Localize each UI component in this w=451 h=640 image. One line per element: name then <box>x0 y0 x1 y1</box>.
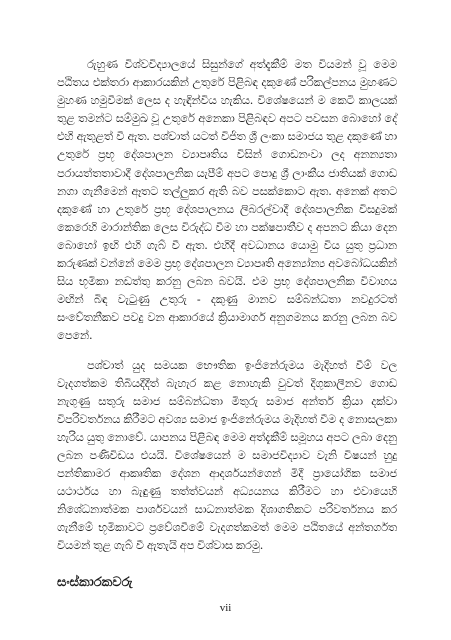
editors-signature: සංස්කාරකවරු <box>57 575 133 590</box>
paragraph-1: රුහුණ විශ්වවිද්‍යාලයේ සිසුන්ගේ අත්දැකීම් මත වියමන් වූ මෙම පඨිතය එක්තරා ආකාරයකින් උතුරේ පිළිබඳ දකුණේ පරිකල්පනය මුහණට මුහණ හමුවීමක් ලෙස ද හැඳින්විය හැකිය. විශේෂයෙන් ම කෙටි කාලයක් තුළ තමන්ට සම්මුඛ වූ උතුරේ අනෙකා පිළිබඳව අපට පවසන බොහෝ දේ එහි ඇතුළත් වී ඇත. පශ්චාත් යටත් විජිත ශ්‍රී ලංකා සමාජය තුළ දකුණේ හා උතුරේ ප්‍රභූ දේශපාලන ව්‍යාපෘතිය විසින් ගොඩනංවා ලද අනන්‍යතා පරායත්තතාවාදී දේශපාලනික යැපීම් අපට පොදු ශ්‍රී ලාංකීය ජාතියක් ගොඩ නගා ගැනීමෙන් ඈතට තල්ලුකර ඇති බව පසක්කොට ඇත. අනෙක් අතට දකුණේ හා උතුරේ ප්‍රභූ දේශපාලනය ලිබරල්වාදී දේශපාලනික විසදුමක් කෙරෙහි මාරාන්තික ලෙස විරුද්ධ වීම හා පක්ෂපාතීව ද අපනට කියා දෙන බොහෝ ඉඟි එහි ගැබ් වී ඇත. එහිදී අවධානය යොමු විය යුතු ප්‍රධාන කරුණක් වන්නේ මෙම ප්‍රභූ දේශපාලන ව්‍යාපෘති අන්‍යෝන්‍ය අවබෝධයකින් සිය භූමිකා නඩත්තු කරනු ලබන බවයි. එම ප්‍රභූ දේශපාලනික විවාහය මඟින් බිඳ වැටුණු උතුරු - දකුණු මානව සම්බන්ධතා නවදුරටත් සංවේතනීකව පවදු වන ආකාරයේ ක්‍රියාමාර්ග අනුගමනය කරනු ලබන බව පෙනේ. <box>57 58 397 343</box>
page-number: vii <box>219 602 232 614</box>
paragraph-2: පශ්චාත් යුද සමයක භෞතික ඉංජිනේරුමය මැදිහත් වීම් වල වැදගත්කම තිබියදීදීත් බැහැර කළ නොහැකි වුවත් දිගුකාලීනව ගොඩ නැගුණු සතුරු සමාජ සම්බන්ධතා මිතුරු සමාජ අන්තර් ක්‍රියා දක්වා විපරිවර්තනය කිරීමට අවශ්‍ය සමාජ ඉංජිනේරුමය මැදිහත් වීම ද නොසලකා හැරිය යුතු නොවේ. යාපනය පිළිබඳ මෙම අත්දැකීම් සමූහය අපට ලබා දෙනු ලබන පණිවිඩය එයයි. විශේෂයෙන් ම සමාජවිද්‍යාව වැනි විෂයන් හුදු පන්තිකාමර ආකෘතික දේශන ආදර්ශයන්ගෙන් මිදී ප්‍රායෝගික සමාජ යථාර්ථය හා බැඳුණු තත්ත්වයන් අධ්‍යයනය කිරීමට හා එවායෙහි නිශේධනාත්මක පාර්ශවයන් සාධනාත්මක දිශාගතිකට පරිවර්තනය කර ගැනීමේ භූමිකාවට ප්‍රවේශවීමේ වැදගත්කමත් මෙම පඨිතයේ අන්තර්ගත වියමන් තුළ ගැබ් වී ඇතැයි අප විශ්වාස කරමු. <box>57 358 397 553</box>
body-text <box>57 56 397 556</box>
